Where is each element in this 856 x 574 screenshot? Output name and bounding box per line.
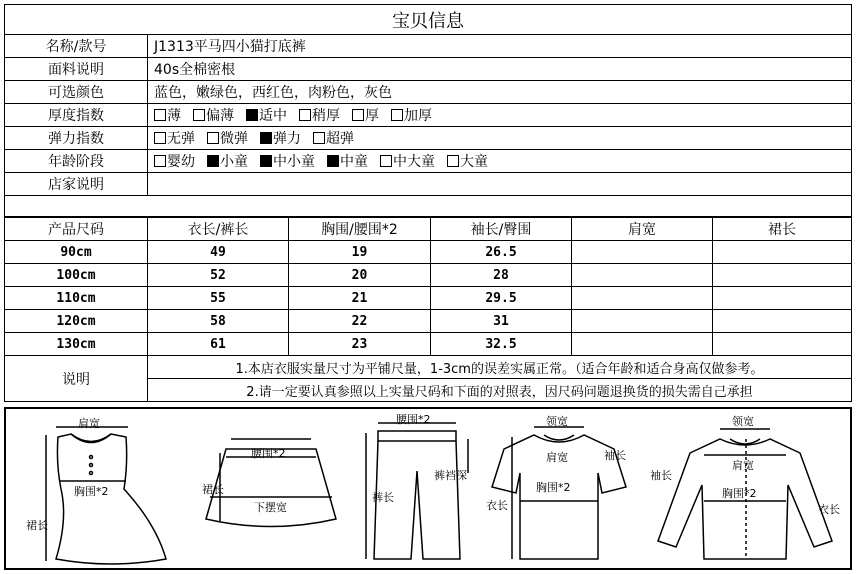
size-cell <box>713 264 852 287</box>
fabric-value: 40s全棉密根 <box>148 58 852 81</box>
tshirt-shoulder-label: 肩宽 <box>546 451 568 464</box>
checked-box-icon <box>327 155 339 167</box>
age-option[interactable] <box>380 151 435 171</box>
tshirt-diagram <box>484 409 634 569</box>
skirt-length-label: 裙长 <box>202 483 224 496</box>
age-option-label: 中童 <box>340 154 368 170</box>
info-table <box>4 4 852 217</box>
unchecked-box-icon <box>299 109 311 121</box>
thickness-option-label: 厚 <box>365 108 379 124</box>
thickness-option[interactable] <box>299 105 340 125</box>
unchecked-box-icon <box>313 132 325 144</box>
age-option[interactable] <box>447 151 488 171</box>
unchecked-box-icon <box>154 132 166 144</box>
age-option-label: 婴幼 <box>167 154 195 170</box>
longsleeve-chest-label: 胸围*2 <box>722 487 757 500</box>
size-cell: 21 <box>289 287 431 310</box>
size-cell: 55 <box>148 287 289 310</box>
age-option[interactable] <box>154 151 195 171</box>
size-cell: 23 <box>289 333 431 356</box>
dress-length-label: 裙长 <box>26 519 48 532</box>
dress-diagram <box>16 409 186 569</box>
checked-box-icon <box>246 109 258 121</box>
size-row <box>5 333 852 356</box>
size-cell: 26.5 <box>431 241 572 264</box>
longsleeve-diagram <box>642 409 847 569</box>
info-row-name: 名称/款号 J1313平马四小猫打底裤 <box>5 35 852 58</box>
size-header-row <box>5 218 852 241</box>
info-row-shop-note: 店家说明 <box>5 173 852 196</box>
unchecked-box-icon <box>154 109 166 121</box>
unchecked-box-icon <box>380 155 392 167</box>
unchecked-box-icon <box>207 132 219 144</box>
size-cell: 130cm <box>5 333 148 356</box>
header-skirt: 裙长 <box>713 218 852 241</box>
size-cell: 49 <box>148 241 289 264</box>
tshirt-chest-label: 胸围*2 <box>536 481 571 494</box>
note-2: 2.请一定要认真参照以上实量尺码和下面的对照表，因尺码问题退换货的损失需自己承担 <box>148 379 852 402</box>
tshirt-sleeve-label: 袖长 <box>604 449 626 462</box>
pants-diagram <box>356 409 486 569</box>
size-row <box>5 310 852 333</box>
longsleeve-shoulder-label: 肩宽 <box>732 459 754 472</box>
unchecked-box-icon <box>447 155 459 167</box>
size-cell: 100cm <box>5 264 148 287</box>
size-cell: 29.5 <box>431 287 572 310</box>
tshirt-collar-label: 领宽 <box>546 415 568 428</box>
elasticity-option-label: 微弹 <box>220 131 248 147</box>
size-cell: 31 <box>431 310 572 333</box>
unchecked-box-icon <box>391 109 403 121</box>
product-name: J1313平马四小猫打底裤 <box>148 35 852 58</box>
elasticity-option[interactable] <box>260 128 301 148</box>
checked-box-icon <box>260 132 272 144</box>
age-options <box>148 150 852 173</box>
size-table <box>4 217 852 402</box>
size-cell <box>572 333 713 356</box>
size-cell: 120cm <box>5 310 148 333</box>
tshirt-length-label: 衣长 <box>486 499 508 512</box>
dress-shoulder-label: 肩宽 <box>78 417 100 430</box>
dress-chest-label: 胸围*2 <box>74 485 109 498</box>
size-row <box>5 264 852 287</box>
header-chest: 胸围/腰围*2 <box>289 218 431 241</box>
checked-box-icon <box>207 155 219 167</box>
elasticity-option-label: 无弹 <box>167 131 195 147</box>
size-cell <box>713 287 852 310</box>
elasticity-option[interactable] <box>207 128 248 148</box>
size-cell: 20 <box>289 264 431 287</box>
elasticity-option-label: 超弹 <box>326 131 354 147</box>
size-cell: 110cm <box>5 287 148 310</box>
thickness-option[interactable] <box>391 105 432 125</box>
size-row <box>5 287 852 310</box>
elasticity-options <box>148 127 852 150</box>
size-cell <box>572 287 713 310</box>
info-row-age: 年龄阶段 婴幼 小童 中小童 中童 中大童 大童 <box>5 150 852 173</box>
pants-rise-label: 裤裆深 <box>434 469 467 482</box>
pants-waist-label: 腰围*2 <box>396 413 431 426</box>
size-cell <box>572 310 713 333</box>
size-cell <box>713 333 852 356</box>
header-length: 衣长/裤长 <box>148 218 289 241</box>
size-cell: 19 <box>289 241 431 264</box>
thickness-option[interactable] <box>154 105 181 125</box>
age-option[interactable] <box>327 151 368 171</box>
size-cell: 28 <box>431 264 572 287</box>
longsleeve-length-label: 衣长 <box>818 503 840 516</box>
page-title: 宝贝信息 <box>5 5 852 35</box>
product-info-sheet <box>4 4 852 402</box>
checked-box-icon <box>260 155 272 167</box>
thickness-option-label: 薄 <box>167 108 181 124</box>
thickness-option-label: 偏薄 <box>206 108 234 124</box>
longsleeve-collar-label: 领宽 <box>732 415 754 428</box>
skirt-hem-label: 下摆宽 <box>254 501 287 514</box>
size-cell: 32.5 <box>431 333 572 356</box>
colors-value: 蓝色，嫩绿色，西红色，肉粉色，灰色 <box>148 81 852 104</box>
age-option[interactable] <box>207 151 248 171</box>
header-size: 产品尺码 <box>5 218 148 241</box>
elasticity-option[interactable] <box>313 128 354 148</box>
info-row-colors: 可选颜色 蓝色，嫩绿色，西红色，肉粉色，灰色 <box>5 81 852 104</box>
size-cell: 61 <box>148 333 289 356</box>
size-cell: 52 <box>148 264 289 287</box>
skirt-diagram <box>196 409 346 569</box>
thickness-option-label: 适中 <box>259 108 287 124</box>
info-row-fabric: 面料说明 40s全棉密根 <box>5 58 852 81</box>
shop-note-value <box>148 173 852 196</box>
age-option-label: 小童 <box>220 154 248 170</box>
unchecked-box-icon <box>352 109 364 121</box>
elasticity-option[interactable] <box>154 128 195 148</box>
thickness-option[interactable] <box>246 105 287 125</box>
size-cell <box>713 241 852 264</box>
header-shoulder: 肩宽 <box>572 218 713 241</box>
longsleeve-sleeve-label: 袖长 <box>650 469 672 482</box>
note-1: 1.本店衣服实量尺寸为平铺尺量，1-3cm的误差实属正常。（适合年龄和适合身高仅做参考。 <box>148 356 852 379</box>
thickness-option-label: 稍厚 <box>312 108 340 124</box>
size-cell: 90cm <box>5 241 148 264</box>
pants-length-label: 裤长 <box>372 491 394 504</box>
thickness-option[interactable] <box>352 105 379 125</box>
size-cell <box>572 241 713 264</box>
header-sleeve: 袖长/臀围 <box>431 218 572 241</box>
thickness-options <box>148 104 852 127</box>
unchecked-box-icon <box>154 155 166 167</box>
age-option-label: 大童 <box>460 154 488 170</box>
age-option[interactable] <box>260 151 315 171</box>
spacer-row <box>5 196 852 217</box>
size-row <box>5 241 852 264</box>
size-cell <box>572 264 713 287</box>
age-option-label: 中大童 <box>393 154 435 170</box>
age-option-label: 中小童 <box>273 154 315 170</box>
note-row-1 <box>5 356 852 379</box>
note-label: 说明 <box>5 356 148 402</box>
info-row-thickness: 厚度指数 薄 偏薄 适中 稍厚 厚 加厚 <box>5 104 852 127</box>
size-cell <box>713 310 852 333</box>
thickness-option-label: 加厚 <box>404 108 432 124</box>
size-cell: 22 <box>289 310 431 333</box>
info-row-elasticity: 弹力指数 无弹 微弹 弹力 超弹 <box>5 127 852 150</box>
size-cell: 58 <box>148 310 289 333</box>
measurement-diagrams <box>4 407 852 570</box>
thickness-option[interactable] <box>193 105 234 125</box>
elasticity-option-label: 弹力 <box>273 131 301 147</box>
unchecked-box-icon <box>193 109 205 121</box>
skirt-waist-label: 腰围*2 <box>251 447 286 460</box>
